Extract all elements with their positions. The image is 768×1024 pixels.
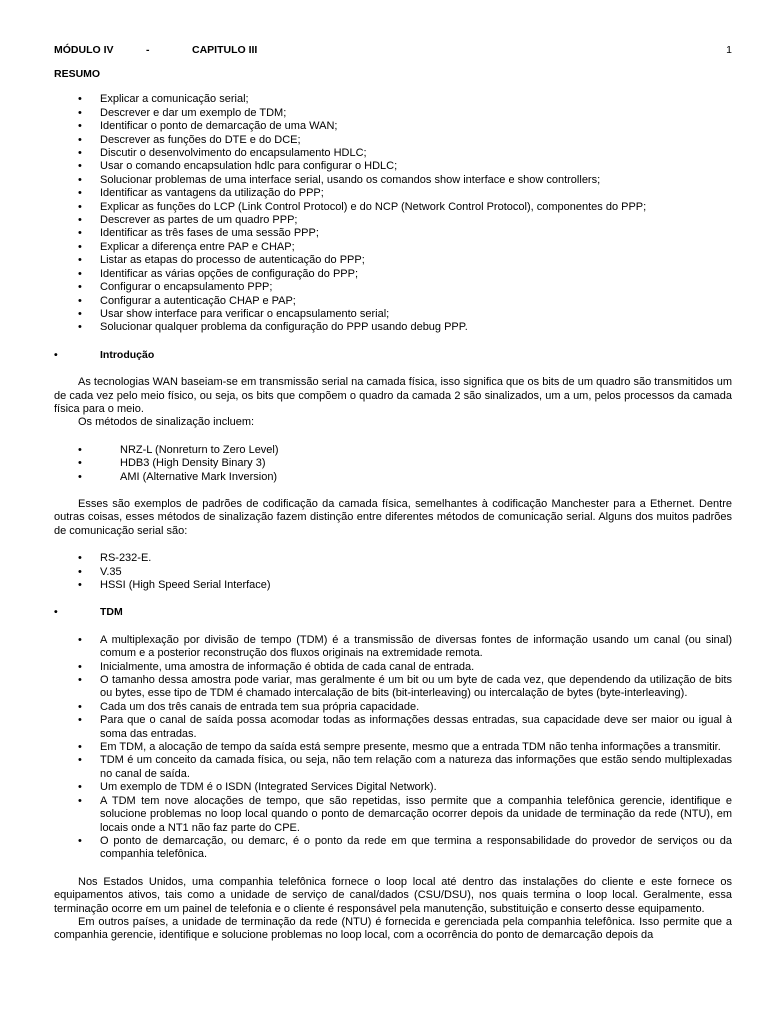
bullet-icon: • xyxy=(78,147,82,160)
bullet-icon: • xyxy=(78,754,82,767)
list-item: • Identificar o ponto de demarcação de uma WAN; xyxy=(78,120,338,133)
section-heading-tdm: • TDM xyxy=(54,606,123,619)
bullet-icon: • xyxy=(78,120,82,133)
bullet-icon: • xyxy=(78,714,82,727)
resumo-heading: RESUMO xyxy=(54,68,101,80)
header-dash: - xyxy=(146,44,150,56)
bullet-icon: • xyxy=(78,93,82,106)
list-item: • Descrever as partes de um quadro PPP; xyxy=(78,214,298,227)
bullet-icon: • xyxy=(78,200,82,213)
list-item: • Para que o canal de saída possa acomodar todas as informações dessas entradas, sua capacidade deve ser maior ou igual à soma das entradas. xyxy=(78,714,732,740)
bullet-icon: • xyxy=(78,281,82,294)
module-label: MÓDULO IV xyxy=(54,44,114,56)
bullet-icon: • xyxy=(78,794,82,807)
list-item: • Configurar a autenticação CHAP e PAP; xyxy=(78,294,296,307)
bullet-icon: • xyxy=(78,173,82,186)
bullet-icon: • xyxy=(78,240,82,253)
bullet-icon: • xyxy=(78,565,82,578)
bullet-icon: • xyxy=(78,700,82,713)
document-body xyxy=(54,68,732,943)
list-item: • Listar as etapas do processo de autenticação do PPP; xyxy=(78,254,365,267)
list-item: • Em TDM, a alocação de tempo da saída está sempre presente, mesmo que a entrada TDM não tenha informações a transmitir. xyxy=(78,741,721,754)
bullet-icon: • xyxy=(78,674,82,687)
bullet-icon: • xyxy=(78,294,82,307)
serial-standards-list xyxy=(54,552,732,592)
list-item: • Cada um dos três canais de entrada tem sua própria capacidade. xyxy=(78,700,420,713)
bullet-icon: • xyxy=(78,133,82,146)
bullet-icon: • xyxy=(78,227,82,240)
list-item: • Um exemplo de TDM é o ISDN (Integrated Services Digital Network). xyxy=(78,781,437,794)
bullet-icon: • xyxy=(78,457,82,470)
list-item: • Explicar a comunicação serial; xyxy=(78,93,249,106)
list-item: • V.35 xyxy=(78,565,122,578)
section-heading-introducao: • Introdução xyxy=(54,348,155,361)
bullet-icon: • xyxy=(78,267,82,280)
list-item: • AMI (Alternative Mark Inversion) xyxy=(78,470,278,483)
list-item: • Identificar as vantagens da utilização do PPP; xyxy=(78,187,324,200)
list-item: • HSSI (High Speed Serial Interface) xyxy=(78,579,271,591)
bullet-icon: • xyxy=(78,307,82,320)
list-item: • Inicialmente, uma amostra de informação é obtida de cada canal de entrada. xyxy=(78,660,475,673)
bullet-icon: • xyxy=(78,214,82,227)
paragraph: As tecnologias WAN baseiam-se em transmissão serial na camada física, isso significa que os bits de um quadro são transmitidos um de cada vez pelo meio físico, ou seja, os bits que compõem o quadro da camada 2 são sinalizados, um a um, pelos processos da camada física para o meio. xyxy=(54,376,732,415)
bullet-icon: • xyxy=(78,254,82,267)
bullet-icon: • xyxy=(78,470,82,483)
list-item: • Identificar as três fases de uma sessão PPP; xyxy=(78,227,319,240)
paragraph: Nos Estados Unidos, uma companhia telefônica fornece o loop local até dentro das instalações do cliente e este fornece os equipamentos ativos, tais como a unidade de serviço de canal/dados (CSU/DSU), nos quais termina o loop local. Geralmente, essa terminação ocorre em um painel de telefonia e o cliente é responsável pela manutenção, substituição e conserto desse equipamento. xyxy=(54,875,732,915)
bullet-icon: • xyxy=(78,160,82,173)
list-item: • Solucionar problemas de uma interface serial, usando os comandos show interface e show controllers; xyxy=(78,173,601,186)
list-item: • TDM é um conceito da camada física, ou seja, não tem relação com a natureza das informações que estão sendo multiplexadas no canal de saída. xyxy=(78,754,732,780)
list-item: • O ponto de demarcação, ou demarc, é o ponto da rede em que termina a responsabilidade do provedor de serviços ou da companhia telefônica. xyxy=(78,834,732,861)
chapter-label: CAPITULO III xyxy=(192,44,258,56)
bullet-icon: • xyxy=(78,741,82,754)
bullet-icon: • xyxy=(78,321,82,334)
bullet-icon: • xyxy=(54,606,58,619)
list-item: • A multiplexação por divisão de tempo (TDM) é a transmissão de diversas fontes de informação usando um canal (ou sinal) comum e a posterior reconstrução dos fluxos originais na extremidade remota. xyxy=(78,633,732,660)
bullet-icon: • xyxy=(54,348,58,361)
tdm-list xyxy=(54,634,732,862)
bullet-icon: • xyxy=(78,579,82,591)
bullet-icon: • xyxy=(78,660,82,673)
bullet-icon: • xyxy=(78,106,82,119)
list-item: • Explicar as funções do LCP (Link Control Protocol) e do NCP (Network Control Protocol), componentes do PPP; xyxy=(78,200,647,213)
list-item: • Usar show interface para verificar o encapsulamento serial; xyxy=(78,307,390,320)
page-number: 1 xyxy=(726,44,732,56)
list-item: • Descrever as funções do DTE e do DCE; xyxy=(78,133,301,146)
list-item: • RS-232-E. xyxy=(78,552,152,565)
bullet-icon: • xyxy=(78,633,82,646)
paragraph: Esses são exemplos de padrões de codificação da camada física, semelhantes à codificação Manchester para a Ethernet. Dentre outras coisas, esses métodos de sinalização fazem distinção entre diferentes métodos de comunicação serial. Alguns dos muitos padrões de comunicação serial são: xyxy=(54,497,732,537)
bullet-icon: • xyxy=(78,781,82,794)
list-item: • A TDM tem nove alocações de tempo, que são repetidas, isso permite que a companhia telefônica gerencie, identifique e solucione problemas no loop local quando o ponto de demarcação ocorrer depois da unidade de terminação da rede (NTU), em locais onde a NT1 não faz parte do CPE. xyxy=(78,794,732,834)
list-item: • O tamanho dessa amostra pode variar, mas geralmente é um bit ou um byte de cada vez, que dependendo da utilização de bits ou bytes, esse tipo de TDM é chamado intercalação de bits (bit-interleaving) ou intercalação de bytes (byte-interleaving). xyxy=(78,674,732,700)
list-item: • NRZ-L (Nonreturn to Zero Level) xyxy=(78,443,279,456)
list-item: • Configurar o encapsulamento PPP; xyxy=(78,281,273,294)
list-item: • Identificar as várias opções de configuração do PPP; xyxy=(78,267,359,280)
bullet-icon: • xyxy=(78,187,82,200)
list-item: • Descrever e dar um exemplo de TDM; xyxy=(78,106,287,119)
list-item: • Discutir o desenvolvimento do encapsulamento HDLC; xyxy=(78,147,367,160)
list-item: • Solucionar qualquer problema da configuração do PPP usando debug PPP. xyxy=(78,321,468,334)
paragraph: Os métodos de sinalização incluem: xyxy=(78,416,255,429)
list-item: • Explicar a diferença entre PAP e CHAP; xyxy=(78,240,295,253)
bullet-icon: • xyxy=(78,834,82,847)
list-item: • HDB3 (High Density Binary 3) xyxy=(78,457,266,470)
paragraph: Em outros países, a unidade de terminação da rede (NTU) é fornecida e gerenciada pela companhia telefônica. Isso permite que a companhia gerencie, identifique e solucione problemas no loop local, com a ocorrência do ponto de demarcação depois da xyxy=(54,915,732,942)
page-header xyxy=(54,44,732,58)
signaling-methods-list xyxy=(54,444,732,484)
list-item: • Usar o comando encapsulation hdlc para configurar o HDLC; xyxy=(78,160,398,173)
bullet-icon: • xyxy=(78,552,82,565)
resumo-list xyxy=(54,93,732,334)
bullet-icon: • xyxy=(78,443,82,456)
